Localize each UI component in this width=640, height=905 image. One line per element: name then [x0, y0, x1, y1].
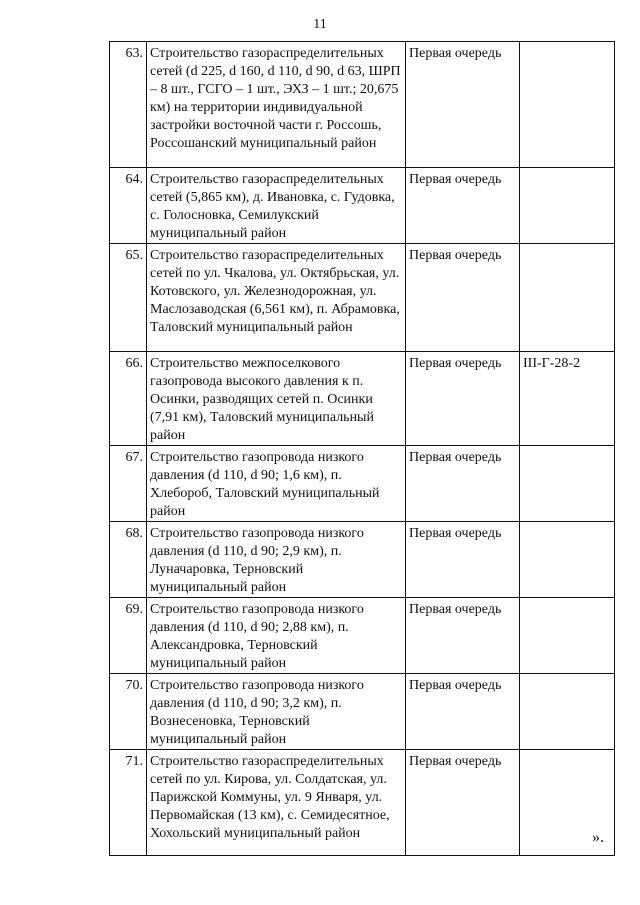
row-number: 63. [110, 42, 147, 168]
table-row [110, 750, 615, 856]
object-description: Строительство газораспределительных сетей (5,865 км), д. Ивановка, с. Гудовка, с. Голосновка, Семилукский муниципальный район [147, 168, 406, 244]
table-row [110, 352, 615, 446]
table-row [110, 42, 615, 168]
object-code [520, 522, 615, 598]
construction-stage: Первая очередь [406, 522, 520, 598]
construction-stage: Первая очередь [406, 244, 520, 352]
object-description: Строительство межпоселкового газопровода высокого давления к п. Осинки, разводящих сетей п. Осинки (7,91 км), Таловский муниципальный район [147, 352, 406, 446]
object-description: Строительство газораспределительных сетей (d 225, d 160, d 110, d 90, d 63, ШРП – 8 шт., ГСГО – 1 шт., ЭХЗ – 1 шт.; 20,675 км) на территории индивидуальной застройки восточной части г. Россошь, Россошанский муниципальный район [147, 42, 406, 168]
construction-stage: Первая очередь [406, 168, 520, 244]
construction-stage: Первая очередь [406, 352, 520, 446]
object-description: Строительство газопровода низкого давления (d 110, d 90; 2,88 км), п. Александровка, Терновский муниципальный район [147, 598, 406, 674]
row-number: 68. [110, 522, 147, 598]
closing-quote-mark: ». [592, 829, 604, 846]
construction-stage: Первая очередь [406, 42, 520, 168]
row-number: 71. [110, 750, 147, 856]
object-code [520, 42, 615, 168]
row-number: 67. [110, 446, 147, 522]
page-number: 11 [313, 17, 327, 32]
object-code [520, 244, 615, 352]
construction-objects-table [109, 41, 615, 856]
row-number: 65. [110, 244, 147, 352]
construction-stage: Первая очередь [406, 598, 520, 674]
object-description: Строительство газопровода низкого давления (d 110, d 90; 1,6 км), п. Хлебороб, Таловский муниципальный район [147, 446, 406, 522]
object-code [520, 674, 615, 750]
object-code [520, 446, 615, 522]
object-description: Строительство газопровода низкого давления (d 110, d 90; 2,9 км), п. Луначаровка, Терновский муниципальный район [147, 522, 406, 598]
object-description: Строительство газопровода низкого давления (d 110, d 90; 3,2 км), п. Вознесеновка, Терновский муниципальный район [147, 674, 406, 750]
table-row [110, 446, 615, 522]
table-row [110, 522, 615, 598]
table-row [110, 168, 615, 244]
row-number: 70. [110, 674, 147, 750]
row-number: 69. [110, 598, 147, 674]
table-row [110, 244, 615, 352]
object-code [520, 598, 615, 674]
table-row [110, 598, 615, 674]
object-code [520, 168, 615, 244]
construction-stage: Первая очередь [406, 674, 520, 750]
row-number: 66. [110, 352, 147, 446]
construction-stage: Первая очередь [406, 750, 520, 856]
construction-stage: Первая очередь [406, 446, 520, 522]
table-row [110, 674, 615, 750]
object-description: Строительство газораспределительных сетей по ул. Кирова, ул. Солдатская, ул. Парижской Коммуны, ул. 9 Января, ул. Первомайская (13 км), с. Семидесятное, Хохольский муниципальный район [147, 750, 406, 856]
object-code: III-Г-28-2 [520, 352, 615, 446]
object-description: Строительство газораспределительных сетей по ул. Чкалова, ул. Октябрьская, ул. Котовского, ул. Железнодорожная, ул. Маслозаводская (6,561 км), п. Абрамовка, Таловский муниципальный район [147, 244, 406, 352]
row-number: 64. [110, 168, 147, 244]
